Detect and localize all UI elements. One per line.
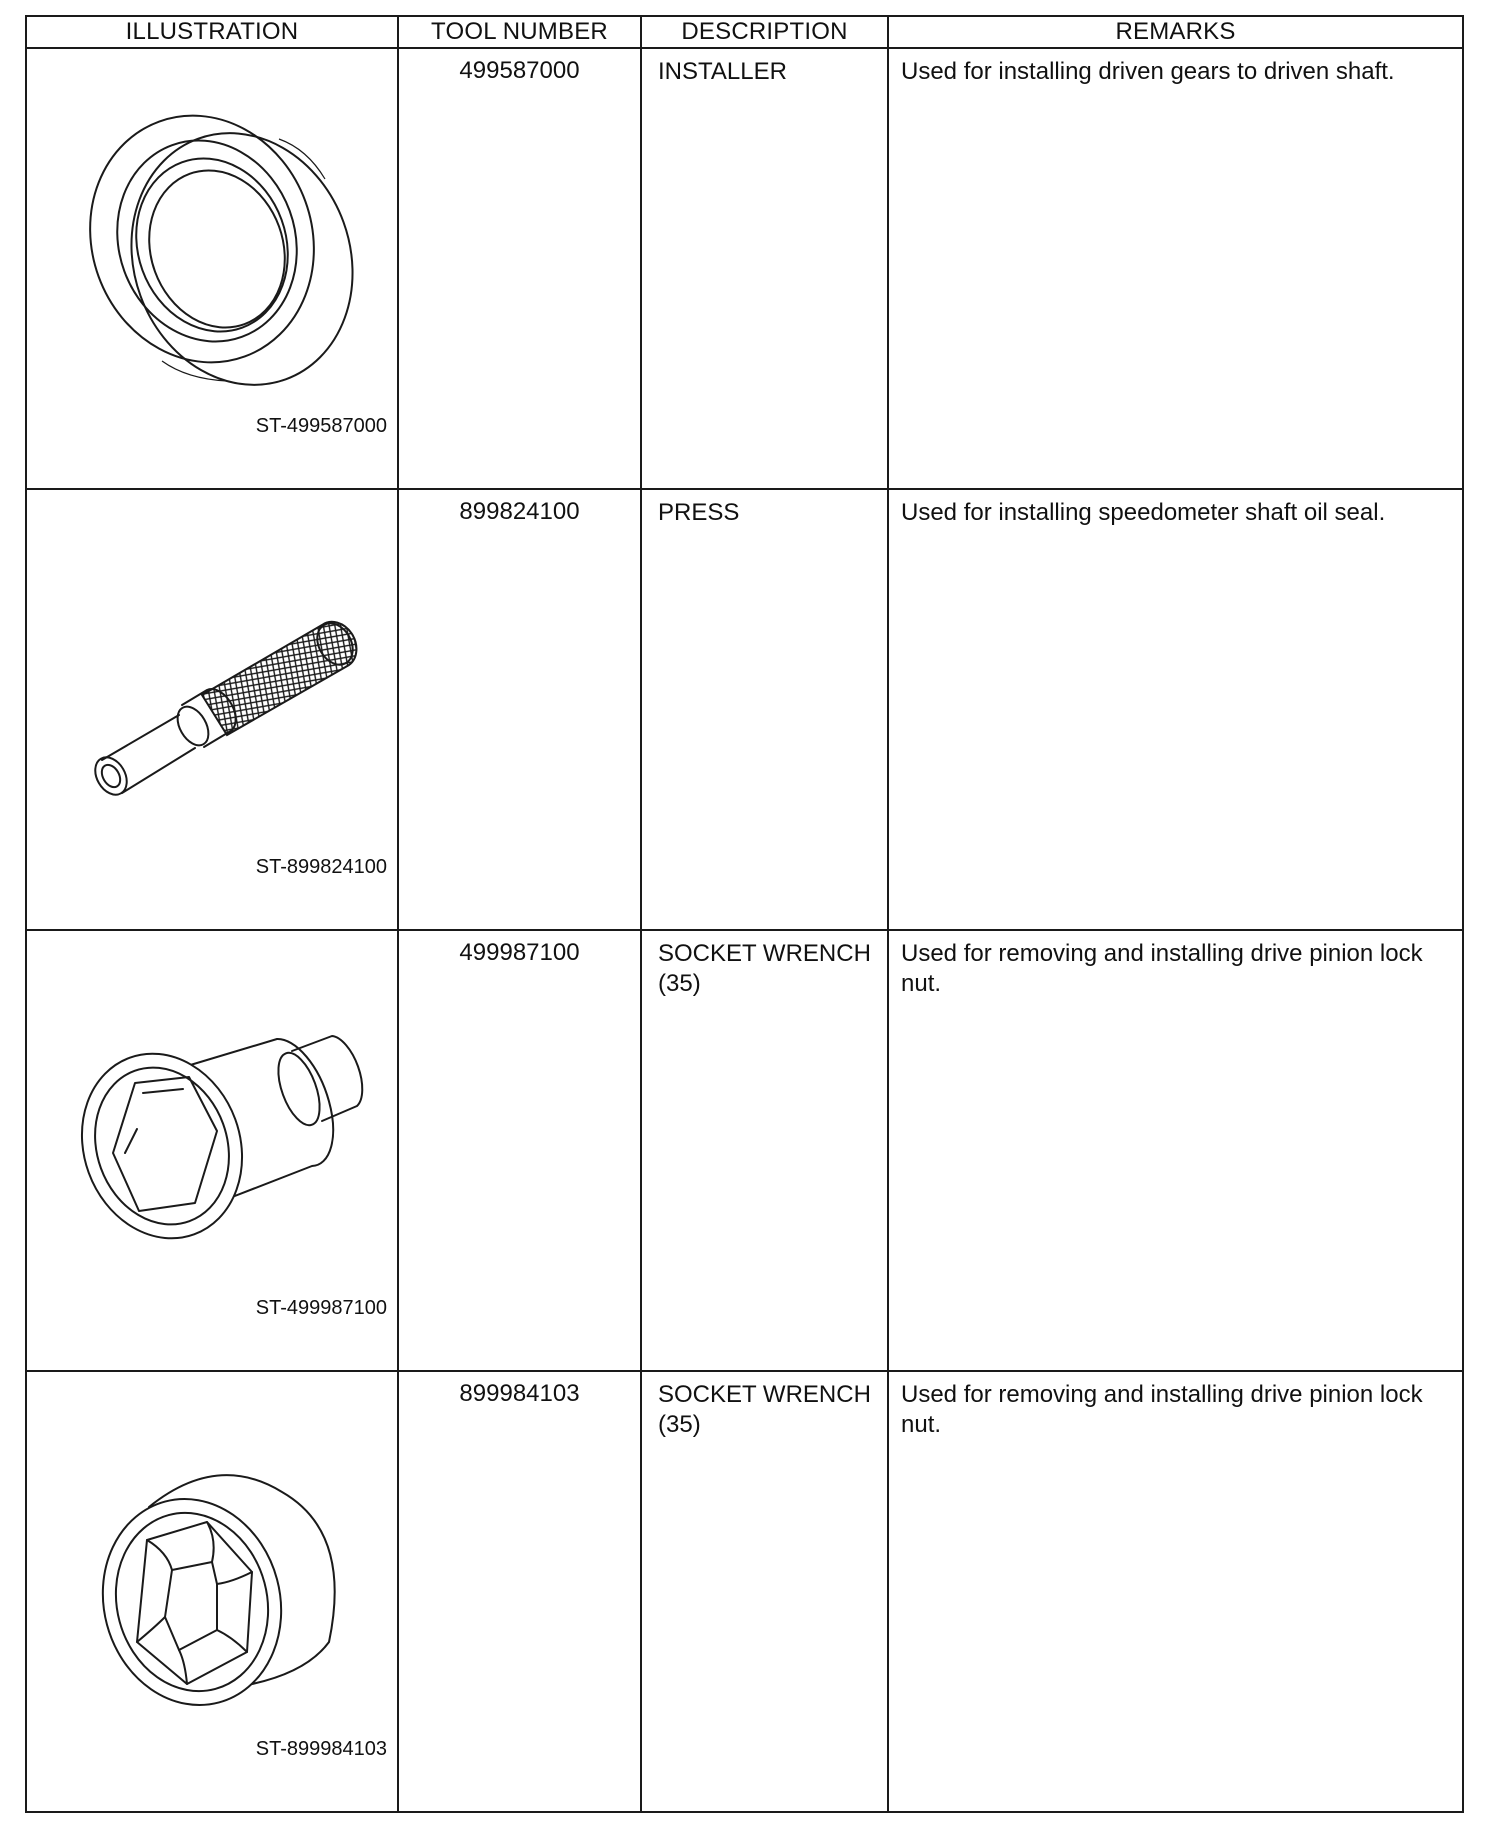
- deep-socket-icon: [67, 1422, 387, 1722]
- header-remarks: REMARKS: [888, 16, 1463, 48]
- header-tool-number: TOOL NUMBER: [398, 16, 641, 48]
- header-illustration: ILLUSTRATION: [26, 16, 398, 48]
- table-row: [26, 489, 1463, 930]
- socket-wrench-icon: [67, 981, 387, 1281]
- header-description: DESCRIPTION: [641, 16, 888, 48]
- special-tools-sheet: [25, 15, 1462, 1813]
- description-cell: PRESS: [641, 489, 888, 930]
- illustration-cell: [26, 48, 398, 489]
- description-cell: SOCKET WRENCH (35): [641, 1371, 888, 1812]
- illustration-cell: [26, 930, 398, 1371]
- knurled-press-icon: [67, 540, 387, 840]
- illustration-code: ST-899824100: [255, 856, 387, 878]
- table-row: [26, 1371, 1463, 1812]
- illustration-code: ST-499587000: [255, 415, 387, 437]
- tool-number-cell: 499987100: [398, 930, 641, 1371]
- remarks-cell: Used for installing driven gears to driven shaft.: [888, 48, 1463, 489]
- installer-ring-icon: [67, 99, 367, 399]
- description-cell: SOCKET WRENCH (35): [641, 930, 888, 1371]
- tool-number-cell: 899984103: [398, 1371, 641, 1812]
- illustration-cell: [26, 1371, 398, 1812]
- special-tools-table: [25, 15, 1464, 1813]
- remarks-cell: Used for installing speedometer shaft oil seal.: [888, 489, 1463, 930]
- illustration-code: ST-499987100: [255, 1297, 387, 1319]
- description-cell: INSTALLER: [641, 48, 888, 489]
- illustration-cell: [26, 489, 398, 930]
- illustration-code: ST-899984103: [255, 1738, 387, 1760]
- tool-number-cell: 899824100: [398, 489, 641, 930]
- remarks-cell: Used for removing and installing drive pinion lock nut.: [888, 1371, 1463, 1812]
- table-row: [26, 930, 1463, 1371]
- table-header-row: [26, 16, 1463, 48]
- table-row: [26, 48, 1463, 489]
- tool-number-cell: 499587000: [398, 48, 641, 489]
- remarks-cell: Used for removing and installing drive pinion lock nut.: [888, 930, 1463, 1371]
